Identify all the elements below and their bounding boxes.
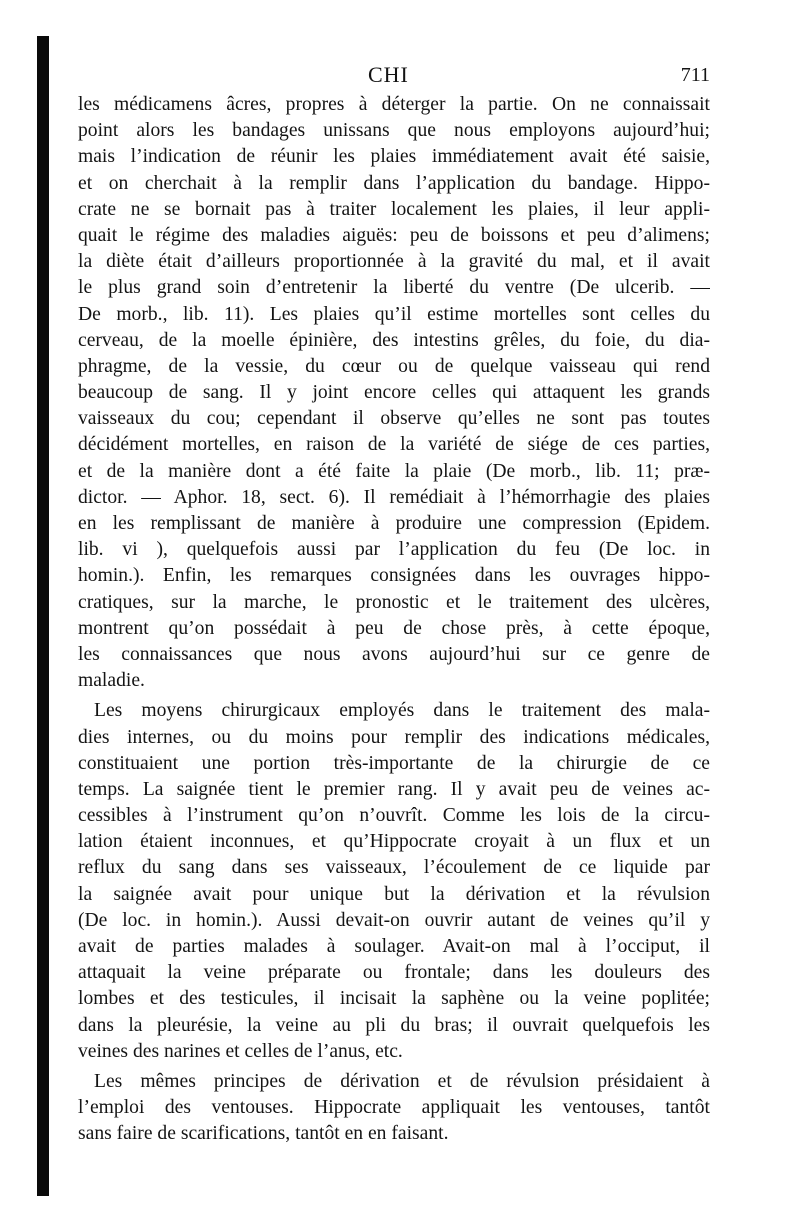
text-line: en les remplissant de manière à produire une compression (Epidem. [78,513,710,534]
text-line: beaucoup de sang. Il y joint encore celles qui attaquent les grands [78,382,710,404]
text-line: la saignée avait pour unique but la dérivation et la révulsion [78,883,710,905]
scan-binding-edge [37,36,49,1196]
running-head: CHI [368,62,409,87]
text-line: (De loc. in homin.). Aussi devait-on ouvrir autant de veines qu’il y [78,909,710,931]
text-line: la diète était d’ailleurs proportionnée à la gravité du mal, et il avait [78,251,710,273]
text-line: temps. La saignée tient le premier rang. Il y avait peu de veines ac- [78,778,710,800]
text-line: Les mêmes principes de dérivation et de révulsion présidaient à [94,1070,710,1092]
text-line: vaisseaux du cou; cependant il observe qu’elles ne sont pas toutes [78,408,710,430]
text-line: quait le régime des maladies aiguës: peu de boissons et peu d’alimens; [78,224,710,246]
text-line: maladie. [78,670,145,692]
text-line: point alors les bandages unissans que nous employons aujourd’hui; [78,120,710,142]
text-line: De morb., lib. 11). Les plaies qu’il estime mortelles sont celles du [78,303,710,325]
page-header [78,62,710,92]
text-line: constituaient une portion très-importante de la chirurgie de ce [78,752,710,774]
text-line: mais l’indication de réunir les plaies immédiatement avait été saisie, [78,146,710,168]
text-line: lib. vi ), quelquefois aussi par l’application du feu (De loc. in [78,539,710,561]
text-line: montrent qu’on possédait à peu de chose près, à cette époque, [78,617,710,639]
text-line: sans faire de scarifications, tantôt en en faisant. [78,1123,449,1145]
text-line: dictor. — Aphor. 18, sect. 6). Il remédiait à l’hémorrhagie des plaies [78,486,710,508]
text-line: lombes et des testicules, il incisait la saphène ou la veine poplitée; [78,988,710,1010]
text-line: les médicamens âcres, propres à déterger la partie. On ne connaissait [78,94,710,115]
text-line: Les moyens chirurgicaux employés dans le traitement des mala- [94,700,710,722]
text-line: homin.). Enfin, les remarques consignées dans les ouvrages hippo- [78,565,710,587]
text-line: lation étaient inconnues, et qu’Hippocrate croyait à un flux et un [78,831,710,853]
text-line: avait de parties malades à soulager. Avait-on mal à l’occiput, il [78,936,710,957]
text-line: décidément mortelles, en raison de la variété de siége de ces parties, [78,434,710,456]
text-line: cratiques, sur la marche, le pronostic et le traitement des ulcères, [78,591,710,613]
page-number: 711 [680,64,710,86]
text-line: attaquait la veine préparate ou frontale; dans les douleurs des [78,962,710,984]
text-line: dies internes, ou du moins pour remplir des indications médicales, [78,726,710,748]
text-line: les connaissances que nous avons aujourd’hui sur ce genre de [78,643,710,665]
text-line: et on cherchait à la remplir dans l’application du bandage. Hippo- [78,172,710,194]
text-line: le plus grand soin d’entretenir la liberté du ventre (De ulcerib. — [78,277,710,299]
text-line: veines des narines et celles de l’anus, etc. [78,1040,403,1062]
text-line: phragme, de la vessie, du cœur ou de quelque vaisseau qui rend [78,355,710,377]
text-line: et de la manière dont a été faite la plaie (De morb., lib. 11; præ- [78,460,710,482]
text-line: dans la pleurésie, la veine au pli du bras; il ouvrait quelquefois les [78,1014,710,1036]
page-body [78,92,710,1148]
text-line: cessibles à l’instrument qu’on n’ouvrît. Comme les lois de la circu- [78,805,710,827]
text-line: l’emploi des ventouses. Hippocrate appliquait les ventouses, tantôt [78,1097,710,1119]
text-line: cerveau, de la moelle épinière, des intestins grêles, du foie, du dia- [78,329,710,351]
text-line: crate ne se bornait pas à traiter localement les plaies, il leur appli- [78,198,710,220]
text-line: reflux du sang dans ses vaisseaux, l’écoulement de ce liquide par [78,857,710,879]
